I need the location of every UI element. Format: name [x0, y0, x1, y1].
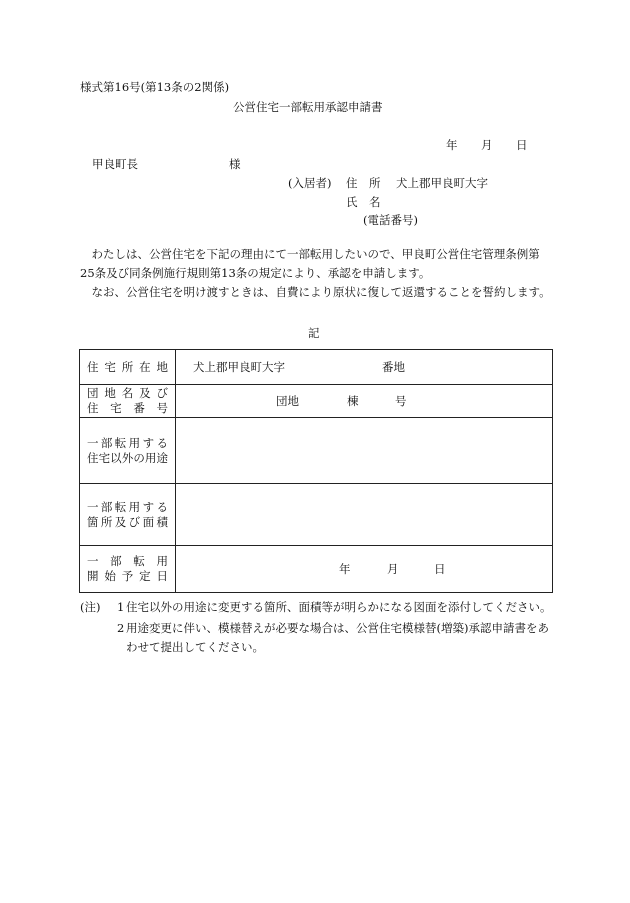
value-text: 団地: [276, 394, 299, 408]
address-value: 犬上郡甲良町大字: [396, 176, 488, 190]
body-text: [80, 245, 554, 302]
body-paragraph-2: なお、公営住宅を明け渡すときは、自費により原状に復して返還することを誓約します。: [91, 285, 551, 299]
table-row: [80, 418, 553, 484]
value-text: 日: [434, 562, 446, 576]
addressee-name: 甲良町長: [92, 157, 138, 171]
value-text: 月: [387, 562, 399, 576]
document-title: 公営住宅一部転用承認申請書: [233, 100, 383, 114]
row-label: [80, 350, 176, 385]
table-row: [80, 484, 553, 546]
notes-label: (注): [80, 600, 101, 614]
note-item: [80, 598, 554, 617]
note-number: 2: [117, 621, 125, 635]
row-value: [176, 418, 553, 484]
row-label: [80, 546, 176, 593]
row-label: [80, 418, 176, 484]
note-item: [80, 619, 554, 657]
value-text: 棟: [347, 394, 359, 408]
row-label: [80, 484, 176, 546]
label-line: 一 部 転 用 す る: [87, 435, 168, 450]
table-row: [80, 546, 553, 593]
row-value: [176, 385, 553, 418]
date-day: 日: [516, 138, 528, 152]
value-text: 年: [339, 562, 351, 576]
application-table: [79, 349, 553, 593]
table-row: [80, 385, 553, 418]
phone-label: (電話番号): [363, 213, 418, 227]
row-value: [176, 350, 553, 385]
date-month: 月: [481, 138, 493, 152]
value-text: 番地: [382, 360, 405, 374]
form-number: 様式第16号(第13条の2関係): [80, 80, 230, 94]
ki-heading: 記: [308, 326, 320, 340]
label-line: 一 部 転 用 す る: [87, 499, 168, 514]
addressee-honorific: 様: [229, 157, 241, 171]
value-text: 号: [395, 394, 407, 408]
value-text: 犬上郡甲良町大字: [193, 360, 285, 374]
table-row: [80, 350, 553, 385]
note-text: 用途変更に伴い、模様替えが必要な場合は、公営住宅模様替(増築)承認申請書をあわせて提出してください。: [126, 621, 549, 654]
note-number: 1: [117, 600, 125, 614]
label-line: 箇 所 及 び 面 積: [87, 514, 168, 529]
label-line: 住 宅 以 外 の 用 途: [87, 450, 168, 465]
label-line: 開 始 予 定 日: [87, 569, 168, 583]
body-paragraph-1: わたしは、公営住宅を下記の理由にて一部転用したいので、甲良町公営住宅管理条例第25条及び同条例施行規則第13条の規定により、承認を申請します。: [80, 247, 540, 280]
applicant-role: (入居者): [288, 176, 332, 190]
address-label: 住 所: [346, 176, 381, 190]
date-year: 年: [446, 138, 458, 152]
label-line: 団 地 名 及 び: [87, 386, 168, 400]
name-label: 氏 名: [346, 195, 381, 209]
label-line: 住 宅 番 号: [87, 401, 168, 415]
notes: [80, 598, 554, 657]
note-text: 住宅以外の用途に変更する箇所、面積等が明らかになる図面を添付してください。: [126, 600, 552, 614]
label-line: 一 部 転 用: [87, 554, 168, 568]
row-label: [80, 385, 176, 418]
row-value: [176, 484, 553, 546]
row-value: [176, 546, 553, 593]
label-line: 住 宅 所 在 地: [87, 359, 168, 374]
